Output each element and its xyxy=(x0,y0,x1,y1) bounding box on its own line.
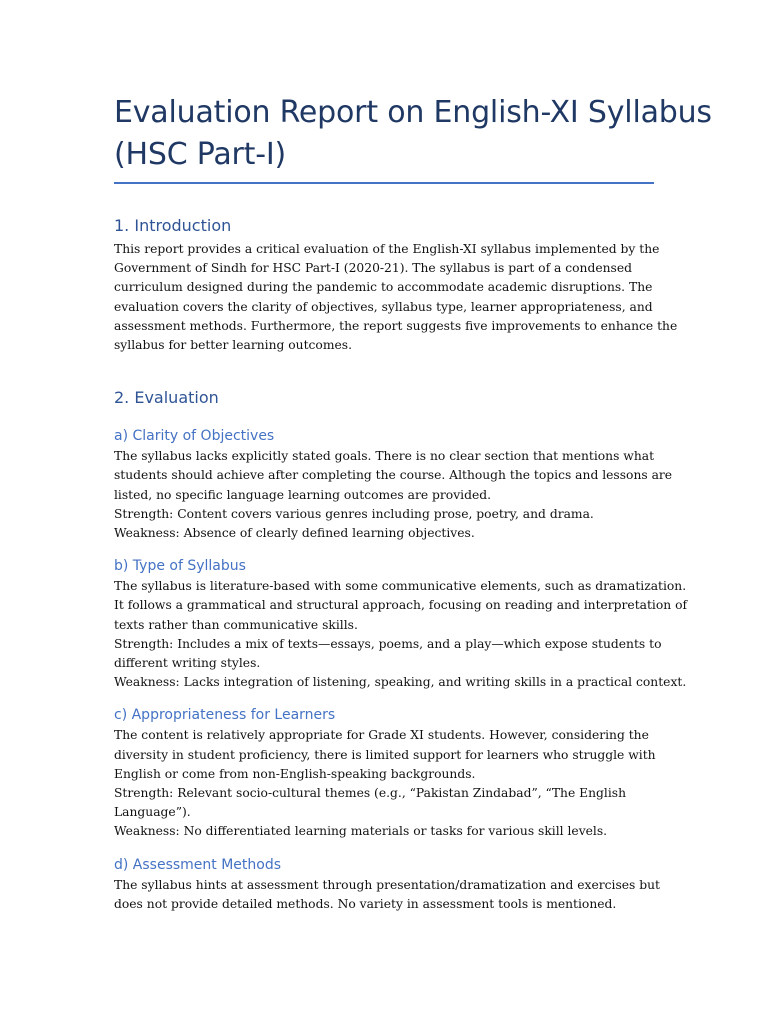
strength-line-continued: different writing styles. xyxy=(114,656,261,671)
type-of-syllabus-heading: b) Type of Syllabus xyxy=(114,558,246,575)
appropriateness-for-learners-heading: c) Appropriateness for Learners xyxy=(114,707,336,724)
paragraph-line: English or come from non-English-speaking backgrounds. xyxy=(114,766,476,781)
paragraph-line: listed, no specific language learning outcomes are provided. xyxy=(114,487,492,502)
weakness-line: Weakness: No differentiated learning materials or tasks for various skill levels. xyxy=(114,824,608,839)
title-line: (HSC Part-I) xyxy=(114,137,286,172)
strength-line: Strength: Content covers various genres including prose, poetry, and drama. xyxy=(114,506,594,521)
appropriateness-for-learners-paragraph xyxy=(114,726,654,841)
paragraph-line: students should achieve after completing the course. Although the topics and lessons are xyxy=(114,468,673,483)
weakness-line: Weakness: Absence of clearly defined learning objectives. xyxy=(114,526,475,541)
paragraph-line: The content is relatively appropriate for Grade XI students. However, considering the xyxy=(114,728,649,743)
paragraph-line: syllabus for better learning outcomes. xyxy=(114,338,352,353)
paragraph-line: diversity in student proficiency, there is limited support for learners who struggle with xyxy=(114,747,656,762)
strength-line-continued: Language”). xyxy=(114,805,191,820)
paragraph-line: does not provide detailed methods. No variety in assessment tools is mentioned. xyxy=(114,896,617,911)
paragraph-line: The syllabus is literature-based with some communicative elements, such as dramatization. xyxy=(114,579,687,594)
type-of-syllabus-paragraph xyxy=(114,577,688,692)
clarity-of-objectives-heading: a) Clarity of Objectives xyxy=(114,428,275,445)
paragraph-line: assessment methods. Furthermore, the report suggests five improvements to enhance the xyxy=(114,318,678,333)
introduction-heading: 1. Introduction xyxy=(114,216,232,235)
paragraph-line: The syllabus lacks explicitly stated goals. There is no clear section that mentions what xyxy=(114,449,655,464)
paragraph-line: Government of Sindh for HSC Part-I (2020-21). The syllabus is part of a condensed xyxy=(114,261,633,276)
document-page xyxy=(114,92,712,914)
paragraph-line: evaluation covers the clarity of objectives, syllabus type, learner appropriateness, and xyxy=(114,299,653,314)
paragraph-line: curriculum designed during the pandemic to accommodate academic disruptions. The xyxy=(114,280,653,295)
paragraph-line: This report provides a critical evaluation of the English-XI syllabus implemented by the xyxy=(114,242,660,256)
paragraph-line: It follows a grammatical and structural approach, focusing on reading and interpretation of xyxy=(114,598,688,613)
introduction-paragraph xyxy=(114,240,678,355)
paragraph-line: texts rather than communicative skills. xyxy=(114,617,358,632)
strength-line: Strength: Relevant socio-cultural themes (e.g., “Pakistan Zindabad”, “The English xyxy=(114,786,627,801)
weakness-line: Weakness: Lacks integration of listening, speaking, and writing skills in a practical context. xyxy=(114,675,687,690)
document-title xyxy=(114,92,712,176)
assessment-methods-paragraph xyxy=(114,876,660,914)
clarity-of-objectives-paragraph xyxy=(114,447,673,543)
evaluation-heading: 2. Evaluation xyxy=(114,388,219,408)
strength-line: Strength: Includes a mix of texts—essays, poems, and a play—which expose students to xyxy=(114,636,662,651)
title-line: Evaluation Report on English-XI Syllabus xyxy=(114,95,712,130)
title-underline xyxy=(114,182,654,184)
assessment-methods-heading: d) Assessment Methods xyxy=(114,856,282,873)
paragraph-line: The syllabus hints at assessment through presentation/dramatization and exercises but xyxy=(114,877,660,892)
